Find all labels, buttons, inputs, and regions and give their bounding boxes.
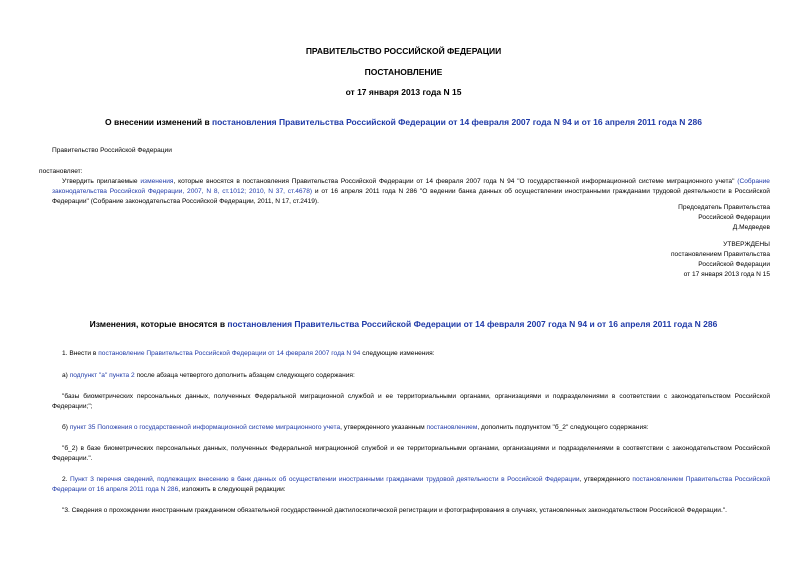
approved-heading: УТВЕРЖДЕНЫ (723, 241, 770, 248)
item1b-text-a: б) (62, 424, 70, 431)
subpoint-a-link[interactable]: подпункт "а" пункта 2 (69, 372, 135, 379)
quote-3: "3. Сведения о прохождении иностранным гражданином обязательной государственной дактилоскопической регистрации и фотографирования в случаях, установленных законодательством Российской Федерации.". (62, 507, 727, 514)
section-title-link[interactable]: постановления Правительства Российской Федерации от 14 февраля 2007 года N 94 и от 16 апреля 2011 года N 286 (227, 319, 718, 329)
collection-link[interactable]: (Собрание законодательства Российской Федерации, 2007, N 8, ст.1012; 2010, N 37, ст.4678) (52, 178, 770, 195)
point-3-link[interactable]: Пункт 3 перечня сведений, подлежащих внесению в банк данных об осуществлении иностранными гражданами трудовой деятельности в Российской Федерации (70, 476, 580, 483)
doc-date: от 17 января 2013 года N 15 (345, 87, 462, 97)
point-35-link[interactable]: пункт 35 Положения о государственной информационной системе миграционного учета (69, 424, 341, 431)
approved-by: постановлением Правительства (670, 251, 770, 258)
preamble-line2: постановляет: (39, 168, 83, 175)
item1b-text-b: , утвержденного указанным (340, 424, 427, 431)
item1a-text-a: а) (62, 372, 70, 379)
para1-text-a: Утвердить прилагаемые (62, 178, 141, 185)
section-title-prefix: Изменения, которые вносятся в (89, 319, 228, 329)
item1b-text-c: , дополнить подпунктом "б_2" следующего содержания: (477, 424, 649, 431)
signature-name: Д.Медведев (732, 224, 770, 231)
item1-text-b: следующие изменения: (360, 350, 435, 357)
item-1b (52, 423, 770, 433)
decree-link[interactable]: постановлением (426, 424, 478, 431)
item2-text-c: , изложить в следующей редакции: (178, 486, 286, 493)
approved-country: Российской Федерации (698, 261, 770, 268)
doc-type-heading: ПОСТАНОВЛЕНИЕ (364, 67, 443, 77)
approved-block (671, 240, 770, 280)
quote-2: "б_2) в базе биометрических персональных данных, полученных Федеральной миграционной службой и ее территориальными органами, организациями и подразделениями в соответствии с законодательством Российской Федерации.". (52, 445, 770, 462)
doc-title-link[interactable]: постановления Правительства Российской Федерации от 14 февраля 2007 года N 94 и от 16 апреля 2011 года N 286 (212, 117, 702, 127)
item1a-text-b: после абзаца четвертого дополнить абзацем следующего содержания: (134, 372, 355, 379)
quote-1: "базы биометрических персональных данных, полученных Федеральной миграционной службой и ее территориальными органами, организациями и подразделениями в соответствии с законодательством Российской Федерации;"; (52, 393, 770, 410)
preamble-line1: Правительство Российской Федерации (52, 147, 172, 154)
item2-text-a: 2. (62, 476, 71, 483)
signature-block (678, 203, 770, 233)
signature-position: Председатель Правительства (678, 204, 770, 211)
changes-link[interactable]: изменения (140, 178, 174, 185)
approved-date: от 17 января 2013 года N 15 (683, 271, 770, 278)
decree-286-link[interactable]: постановлением Правительства Российской Федерации от 16 апреля 2011 года N 286 (52, 476, 771, 493)
item1-text-a: 1. Внести в (62, 350, 99, 357)
paragraph-1 (52, 177, 770, 207)
signature-country: Российской Федерации (698, 214, 770, 221)
org-heading: ПРАВИТЕЛЬСТВО РОССИЙСКОЙ ФЕДЕРАЦИИ (305, 46, 502, 56)
decree-94-link[interactable]: постановление Правительства Российской Федерации от 14 февраля 2007 года N 94 (98, 350, 361, 357)
para1-text-b: , которые вносятся в постановления Правительства Российской Федерации от 14 февраля 2007 года N 94 "О государственной информационной системе миграционного учета" (173, 178, 735, 185)
item-1 (52, 349, 770, 359)
item-1a (52, 371, 770, 381)
doc-title-prefix: О внесении изменений в (105, 117, 213, 127)
item-2 (52, 475, 770, 495)
doc-title (0, 117, 807, 127)
para1-text-c: и от 16 апреля 2011 года N 286 "О ведении банка данных об осуществлении иностранными гражданами трудовой деятельности в Российской Федерации" (Собрание законодательства Российской Федерации, 2011, N 17, ст.2419). (52, 188, 770, 205)
item2-text-b: , утвержденного (579, 476, 633, 483)
section-title (0, 319, 807, 329)
